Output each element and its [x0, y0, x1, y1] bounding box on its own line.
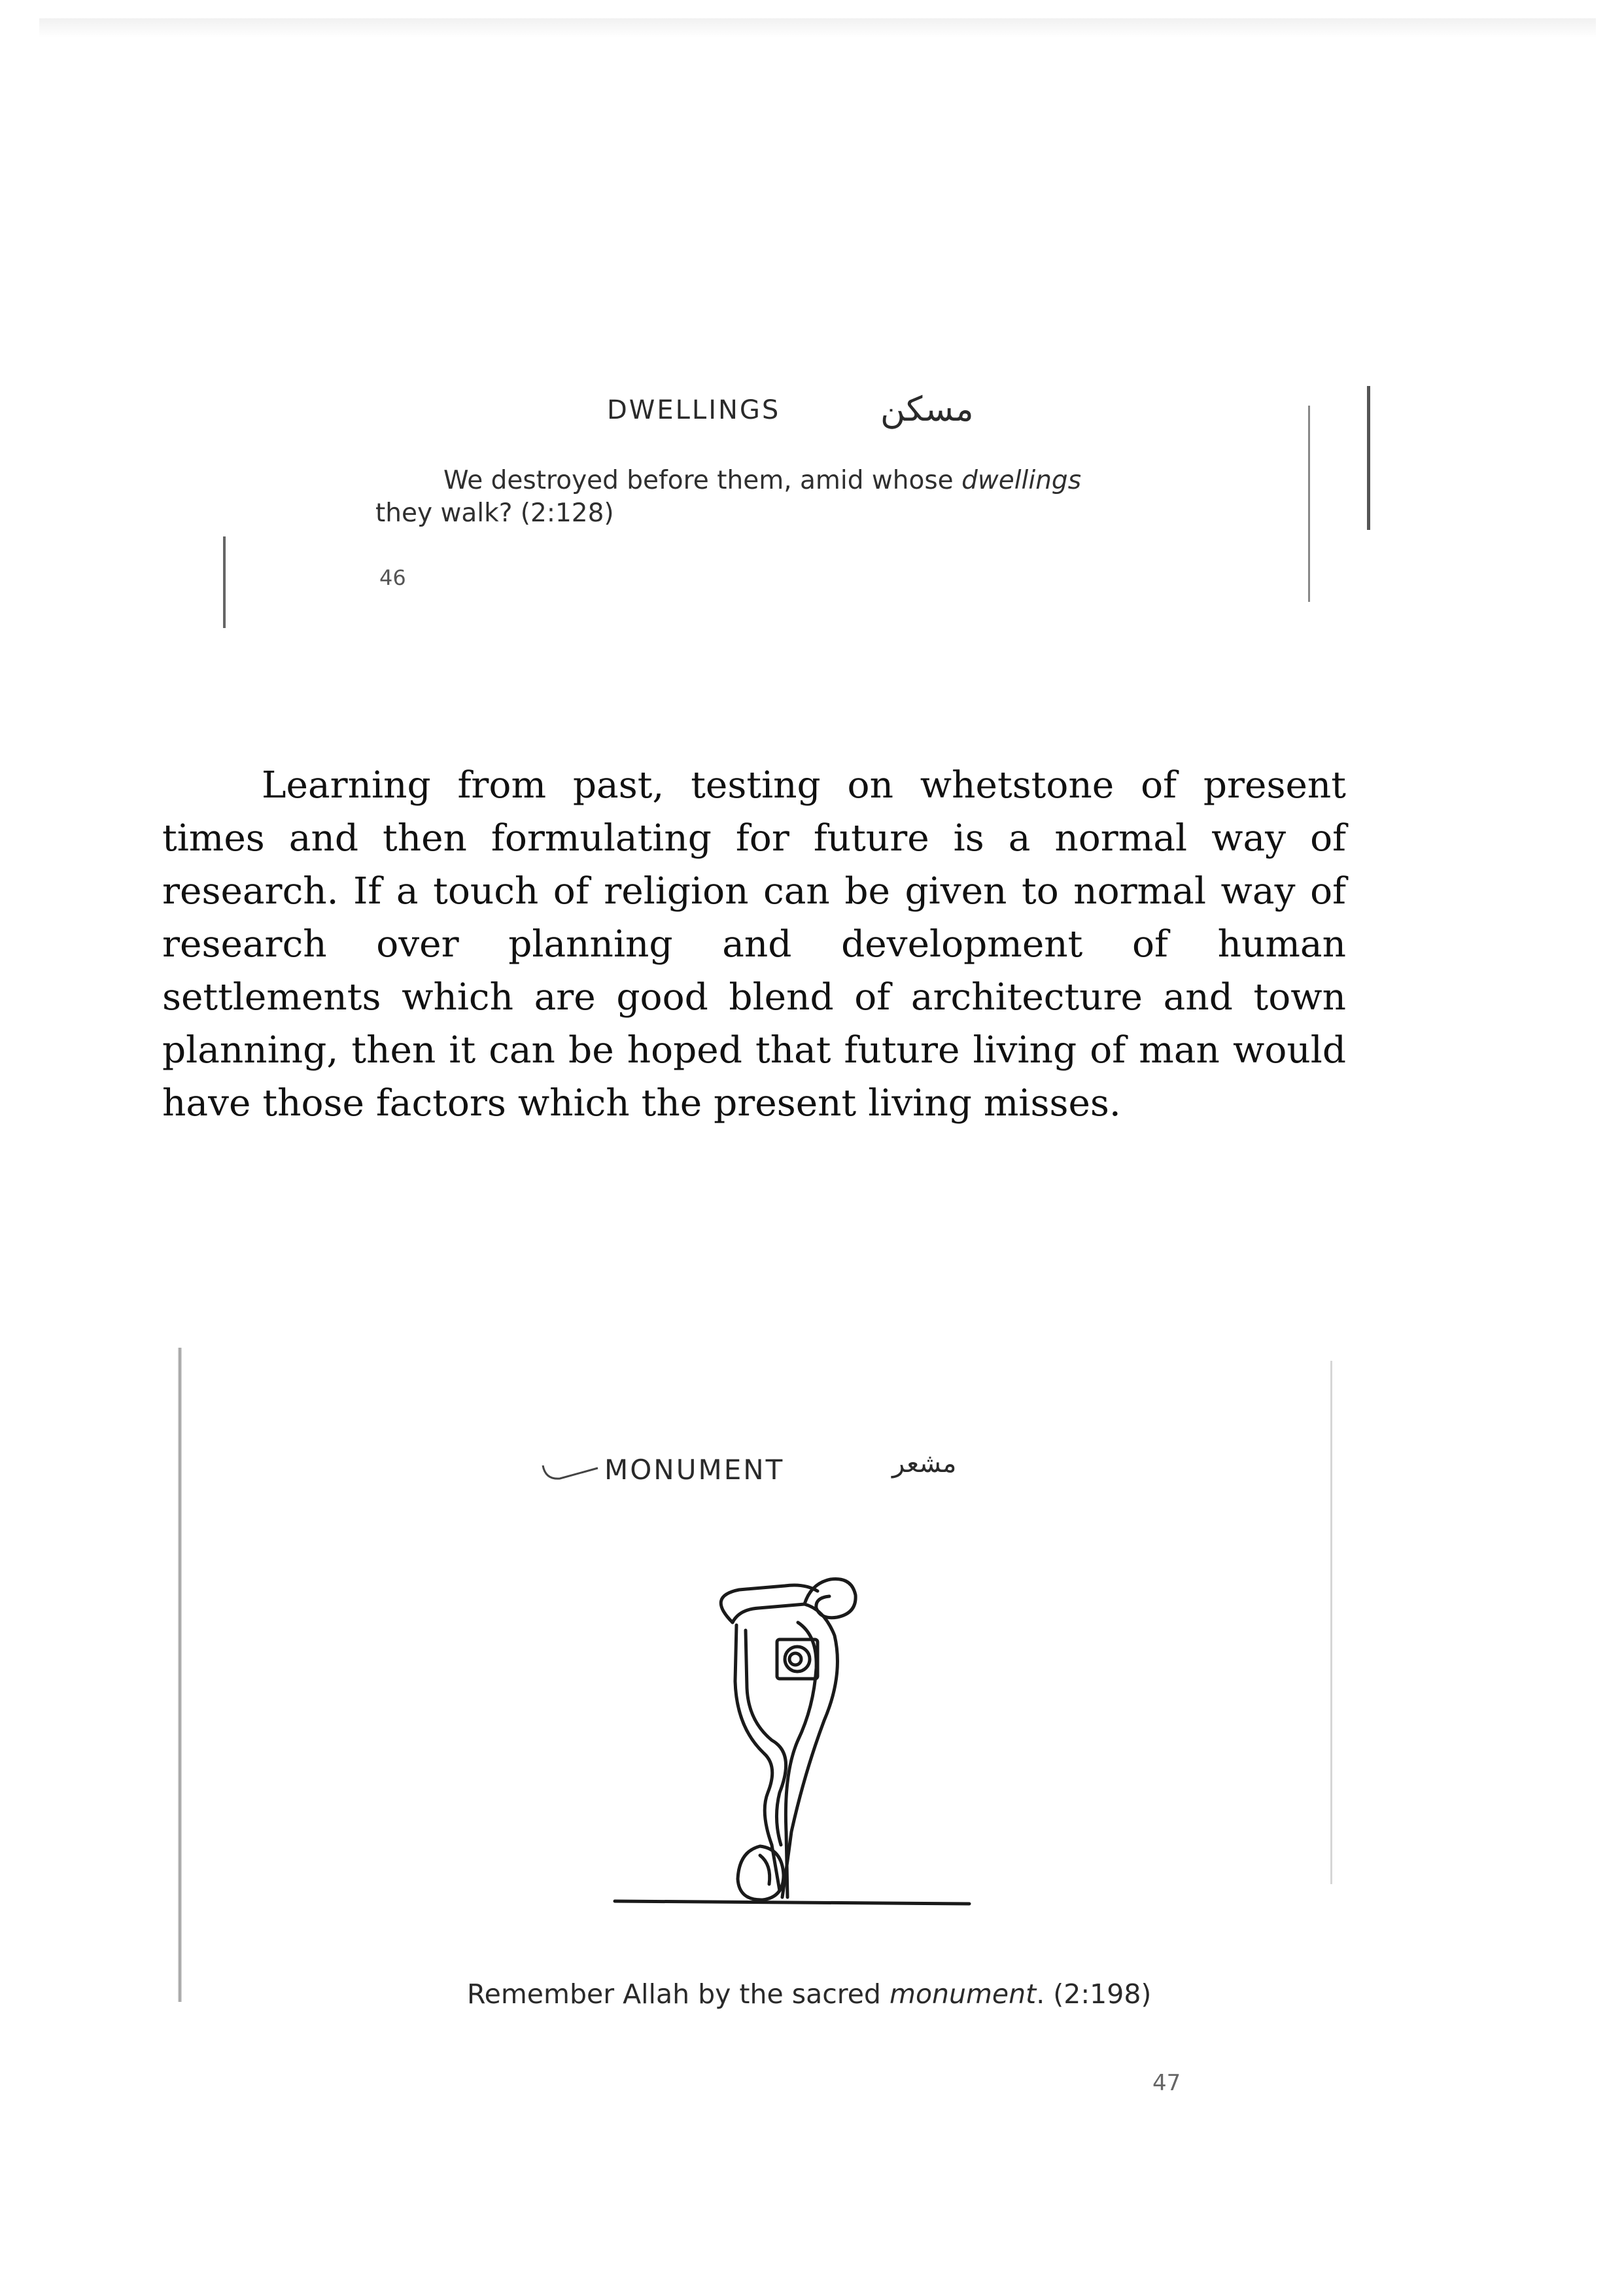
- dwellings-quote-line-1: [375, 464, 1226, 497]
- dwellings-heading: DWELLINGS: [607, 395, 781, 425]
- scan-mark-right-bottom: [1330, 1361, 1332, 1884]
- scan-mark-left-bottom: [178, 1348, 182, 2002]
- page-number-top: 46: [379, 565, 406, 590]
- dwellings-quote-line-2: they walk? (2:128): [375, 499, 614, 528]
- monument-heading: MONUMENT: [604, 1454, 785, 1486]
- monument-arabic-heading: مشعر: [892, 1448, 957, 1479]
- monument-caption-emphasis: monument: [890, 1978, 1037, 2010]
- dwellings-arabic-heading: مسكن: [880, 390, 974, 429]
- monument-caption-text: Remember Allah by the sacred: [467, 1978, 890, 2010]
- dwellings-quote-emphasis: dwellings: [961, 466, 1082, 495]
- main-paragraph: Learning from past, testing on whetstone of present times and then formulating for future is a normal way of research. If a touch of religion can be given to normal way of research over planning and development of human settlements which are good blend of architecture and town planning, then it can be hoped that future living of man would have those factors which the present living misses.: [162, 764, 1346, 1125]
- page-number-bottom: 47: [1152, 2070, 1181, 2096]
- dwellings-quote: [375, 464, 1226, 530]
- scan-mark-right-top-1: [1367, 386, 1370, 530]
- scan-edge-shadow: [39, 18, 1596, 38]
- monument-calligraphy-drawing: [608, 1557, 975, 1926]
- dwellings-quote-text: We destroyed before them, amid whose: [443, 466, 962, 495]
- monument-caption: [467, 1978, 1151, 2010]
- monument-caption-reference: . (2:198): [1036, 1978, 1152, 2010]
- monument-heading-stroke: [540, 1462, 599, 1490]
- scan-mark-left-top: [223, 536, 226, 628]
- scan-mark-right-top-2: [1308, 406, 1310, 602]
